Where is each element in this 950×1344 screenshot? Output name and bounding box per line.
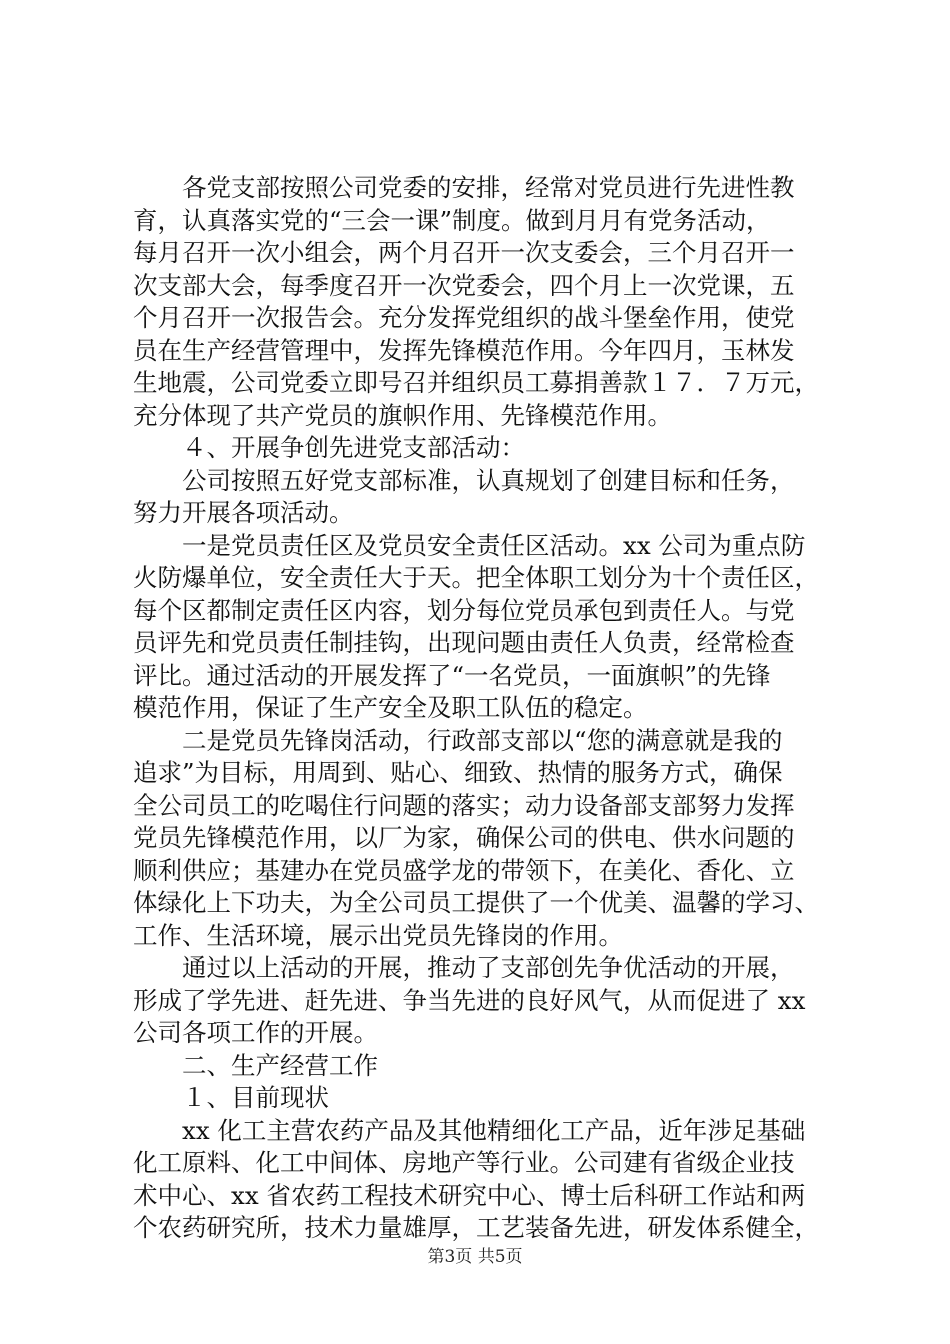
paragraph-line: 一是党员责任区及党员安全责任区活动。xx 公司为重点防: [182, 530, 806, 560]
paragraph-line: 育，认真落实党的“三会一课”制度。做到月月有党务活动，: [133, 205, 771, 235]
paragraph-line: 员评先和党员责任制挂钩，出现问题由责任人负责，经常检查: [133, 628, 795, 657]
paragraph-line: 评比。通过活动的开展发挥了“一名党员，一面旗帜”的先锋: [133, 660, 771, 690]
paragraph-line: 化工原料、化工中间体、房地产等行业。公司建有省级企业技: [133, 1148, 795, 1177]
paragraph-line: 顺利供应；基建办在党员盛学龙的带领下，在美化、香化、立: [133, 855, 795, 885]
section-heading: 二、生产经营工作: [182, 1050, 378, 1080]
paragraph-line: 术中心、xx 省农药工程技术研究中心、博士后科研工作站和两: [133, 1180, 806, 1210]
paragraph-line: 形成了学先进、赶先进、争当先进的良好风气，从而促进了 xx: [133, 985, 806, 1015]
paragraph-line: 二是党员先锋岗活动，行政部支部以“您的满意就是我的: [182, 725, 783, 755]
paragraph-line: 次支部大会，每季度召开一次党委会，四个月上一次党课，五: [133, 270, 795, 300]
paragraph-line: 模范作用，保证了生产安全及职工队伍的稳定。: [133, 693, 648, 722]
paragraph-line: 公司按照五好党支部标准，认真规划了创建目标和任务，: [182, 465, 795, 495]
section-heading: ４、开展争创先进党支部活动：: [182, 433, 525, 462]
paragraph-line: 努力开展各项活动。: [133, 498, 354, 527]
paragraph-line: 个农药研究所，技术力量雄厚，工艺装备先进，研发体系健全，: [133, 1213, 819, 1242]
paragraph-line: 生地震，公司党委立即号召并组织员工募捐善款１７．７万元，: [133, 368, 819, 397]
paragraph-line: 火防爆单位，安全责任大于天。把全体职工划分为十个责任区，: [133, 563, 819, 592]
subsection-heading: １、目前现状: [182, 1083, 329, 1112]
paragraph-line: 体绿化上下功夫，为全公司员工提供了一个优美、温馨的学习、: [133, 888, 819, 917]
paragraph-line: 每月召开一次小组会，两个月召开一次支委会，三个月召开一: [133, 238, 795, 267]
paragraph-line: 每个区都制定责任区内容，划分每位党员承包到责任人。与党: [133, 595, 795, 625]
paragraph-line: 追求”为目标，用周到、贴心、细致、热情的服务方式，确保: [133, 758, 783, 787]
paragraph-line: 通过以上活动的开展，推动了支部创先争优活动的开展，: [182, 953, 795, 982]
paragraph-line: 全公司员工的吃喝住行问题的落实；动力设备部支部努力发挥: [133, 790, 795, 820]
paragraph-line: 员在生产经营管理中，发挥先锋模范作用。今年四月，玉林发: [133, 335, 795, 365]
page-number-footer: 第3页 共5页: [427, 1247, 523, 1267]
paragraph-line: 工作、生活环境，展示出党员先锋岗的作用。: [133, 920, 623, 950]
paragraph-line: xx 化工主营农药产品及其他精细化工产品，近年涉足基础: [182, 1115, 806, 1145]
paragraph-line: 党员先锋模范作用，以厂为家，确保公司的供电、供水问题的: [133, 823, 795, 852]
paragraph-line: 各党支部按照公司党委的安排，经常对党员进行先进性教: [182, 173, 795, 202]
paragraph-line: 公司各项工作的开展。: [133, 1018, 378, 1047]
document-body: [133, 172, 845, 1245]
paragraph-line: 充分体现了共产党员的旗帜作用、先锋模范作用。: [133, 400, 672, 430]
paragraph-line: 个月召开一次报告会。充分发挥党组织的战斗堡垒作用，使党: [133, 303, 795, 332]
